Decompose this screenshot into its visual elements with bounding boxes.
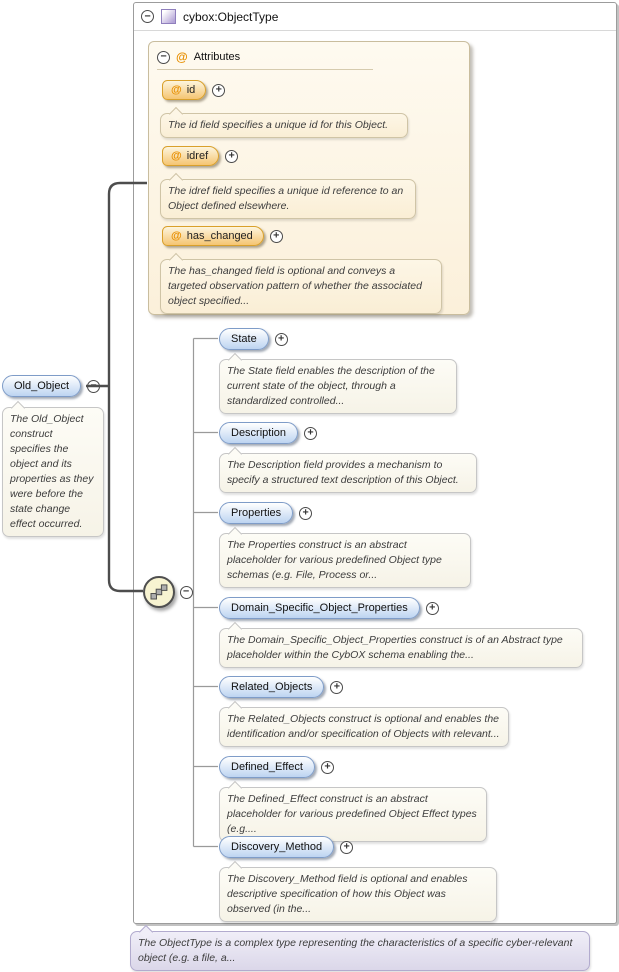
element-badge-description[interactable]: Description [219,422,298,444]
annotation-bubble: The Discovery_Method field is optional and enables descriptive specification of how this Object was observed (in the... [219,867,497,922]
expand-icon[interactable]: + [340,841,353,854]
expand-icon[interactable]: + [304,427,317,440]
annotation-bubble: The Defined_Effect construct is an abstract placeholder for various predefined Object Effect types (e.g.... [219,787,487,842]
expand-icon[interactable]: + [225,150,238,163]
attribute-icon: @ [171,150,182,162]
attribute-name: idref [186,150,209,162]
expand-icon[interactable]: + [299,507,312,520]
type-title: cybox:ObjectType [183,9,279,24]
collapse-icon[interactable]: − [87,380,100,393]
attribute-name: id [186,84,196,96]
annotation-bubble: The State field enables the description of the current state of the object, through a standardized controlled... [219,359,457,414]
annotation-bubble: The Domain_Specific_Object_Properties construct is of an Abstract type placeholder within the CybOX schema enabling the... [219,628,583,668]
collapse-icon[interactable]: − [157,51,170,64]
divider [157,69,373,70]
annotation-bubble: The idref field specifies a unique id reference to an Object defined elsewhere. [160,179,416,219]
complex-type-header [134,3,616,31]
element-block-description [219,422,477,493]
attributes-panel [148,41,470,315]
element-block-state [219,328,457,414]
element-block-properties [219,502,471,588]
annotation-bubble: The Related_Objects construct is optional and enables the identification and/or specification of Objects with relevant... [219,707,509,747]
sequence-compositor-icon[interactable] [143,576,175,608]
attribute-badge-idref[interactable] [162,146,219,166]
expand-icon[interactable]: + [321,761,334,774]
expand-icon[interactable]: + [270,230,283,243]
expand-icon[interactable]: + [212,84,225,97]
expand-icon[interactable]: + [426,602,439,615]
expand-icon[interactable]: + [330,681,343,694]
collapse-icon[interactable]: − [141,10,154,23]
root-element-block [2,375,112,537]
annotation-bubble: The Old_Object construct specifies the object and its properties as they were before the state change effect occurred. [2,407,104,537]
element-block-discovery-method [219,836,497,922]
element-block-domain-specific-object-properties [219,597,583,668]
attribute-badge-has-changed[interactable] [162,226,264,246]
attribute-icon: @ [176,50,188,64]
element-badge-state[interactable]: State [219,328,269,350]
annotation-bubble: The Properties construct is an abstract placeholder for various predefined Object type schemas (e.g. File, Process or... [219,533,471,588]
attribute-badge-id[interactable] [162,80,206,100]
attribute-icon: @ [171,230,182,242]
attribute-icon: @ [171,84,182,96]
sequence-glyph [150,583,168,601]
type-documentation-tooltip: The ObjectType is a complex type representing the characteristics of a specific cyber-relevant object (e.g. a file, a... [130,931,590,971]
element-block-related-objects [219,676,509,747]
attribute-name: has_changed [186,230,253,242]
complex-type-icon [161,9,176,24]
annotation-bubble: The Description field provides a mechanism to specify a structured text description of this Object. [219,453,477,493]
element-badge-defined-effect[interactable]: Defined_Effect [219,756,315,778]
annotation-bubble: The id field specifies a unique id for this Object. [160,113,408,138]
element-badge-old-object[interactable]: Old_Object [2,375,81,397]
element-badge-related-objects[interactable]: Related_Objects [219,676,324,698]
collapse-icon[interactable]: − [180,586,193,599]
complex-type-box [133,2,617,924]
element-badge-discovery-method[interactable]: Discovery_Method [219,836,334,858]
attributes-label: Attributes [193,51,241,63]
expand-icon[interactable]: + [275,333,288,346]
element-badge-properties[interactable]: Properties [219,502,293,524]
annotation-bubble: The has_changed field is optional and conveys a targeted observation pattern of whether the associated object specified... [160,259,442,314]
element-badge-domain-specific-object-properties[interactable]: Domain_Specific_Object_Properties [219,597,420,619]
element-block-defined-effect [219,756,487,842]
